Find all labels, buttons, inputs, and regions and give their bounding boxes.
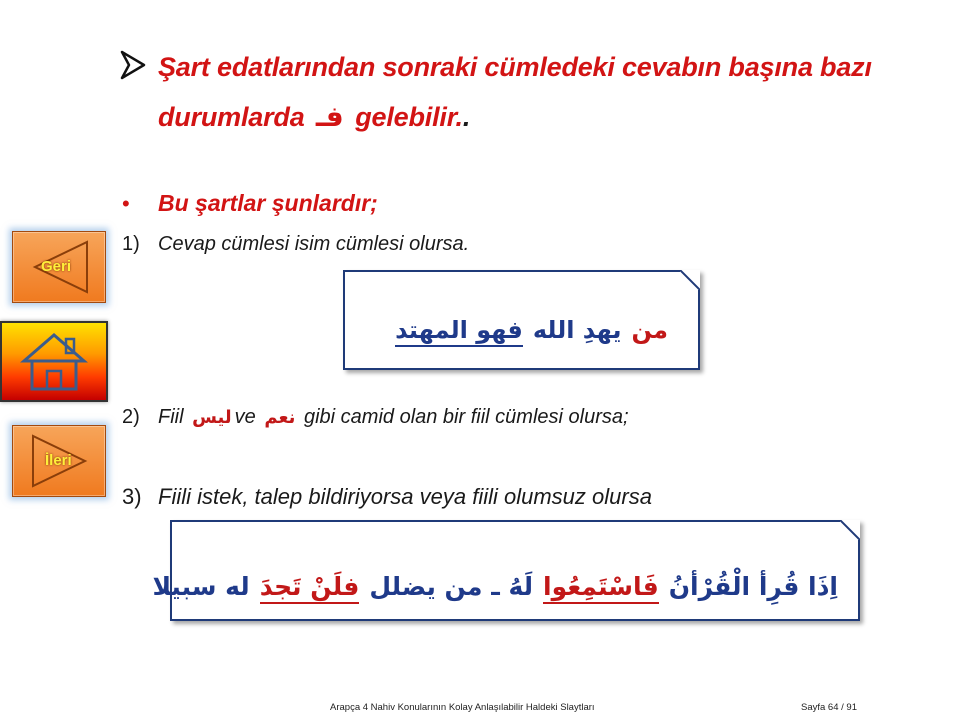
home-button[interactable] — [0, 321, 108, 402]
folded-corner-icon — [680, 270, 700, 290]
condition-item-3: 3) Fiili istek, talep bildiriyorsa veya fiili olumsuz olursa — [122, 484, 652, 509]
arabic-fa-letter: فـ — [315, 101, 344, 132]
forward-button-label: İleri — [45, 452, 72, 469]
example-box-1 — [343, 270, 700, 370]
example-1-arabic: منيهدِ اللهفهو المهتد — [395, 316, 668, 344]
footer-title: Arapça 4 Nahiv Konularının Kolay Anlaşılabilir Haldeki Slaytları — [330, 702, 595, 713]
back-button[interactable] — [12, 231, 106, 303]
home-icon — [2, 323, 106, 400]
slide-title-line2: durumlarda فـ gelebilir.. — [158, 101, 471, 132]
condition-item-2: 2) Fiil ليس ve نعم gibi camid olan bir fiil cümlesi olursa; — [122, 406, 629, 428]
page-number: Sayfa 64 / 91 — [801, 702, 857, 713]
conditions-heading: Bu şartlar şunlardır; — [158, 190, 378, 216]
example-box-2 — [152, 520, 860, 621]
condition-item-1: 1) Cevap cümlesi isim cümlesi olursa. — [122, 233, 470, 255]
folded-corner-icon — [840, 520, 860, 540]
example-2-arabic: اِذَا قُرِأ الْقُرْأنُفَاسْتَمِعُوالَهُ ـ من يضللفلَنْ تَجدَله سبيلا — [152, 572, 838, 601]
round-bullet-icon: • — [122, 191, 130, 216]
arrow-bullet-icon — [120, 50, 148, 80]
back-button-label: Geri — [41, 258, 72, 275]
forward-button[interactable] — [12, 425, 106, 497]
slide-title-line1: Şart edatlarından sonraki cümledeki cevabın başına bazı — [158, 52, 872, 82]
